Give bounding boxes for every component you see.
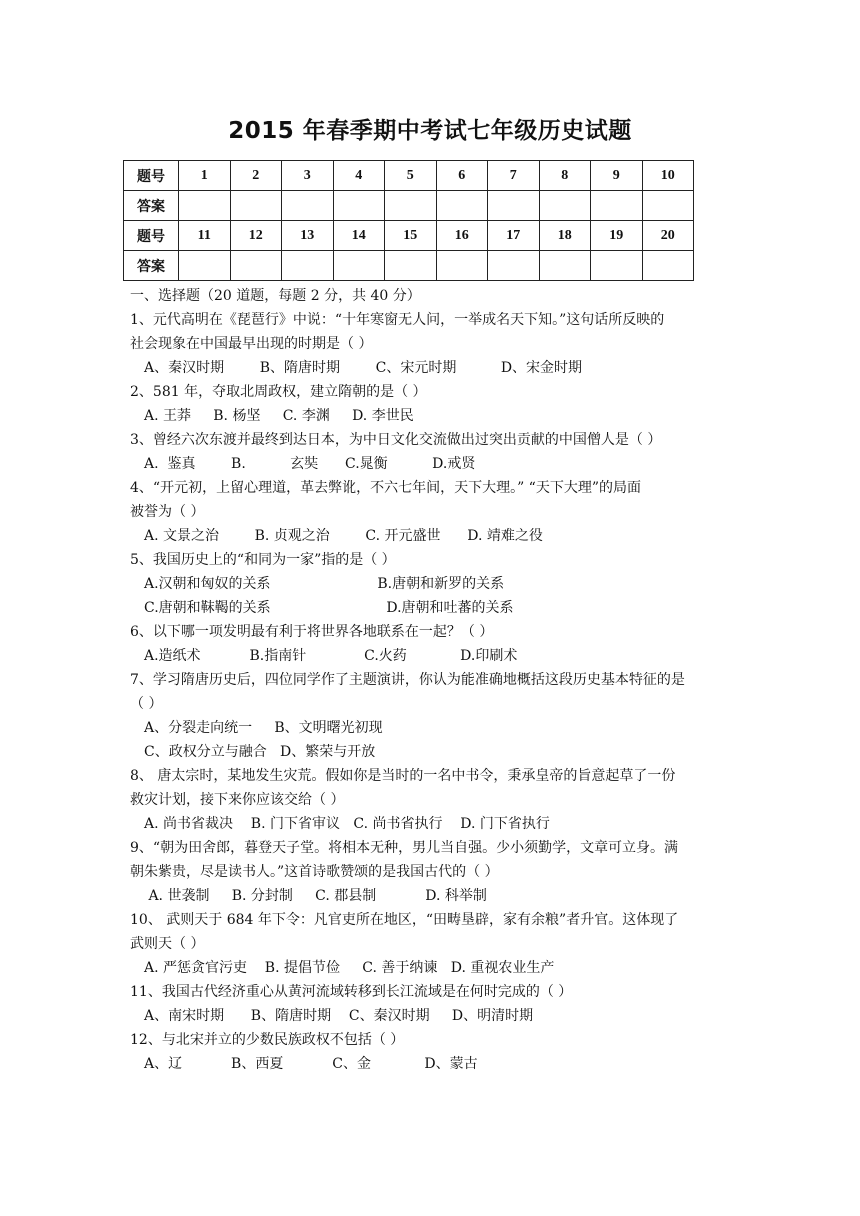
answer-blank-cell[interactable] bbox=[385, 251, 437, 281]
question-number-cell: 7 bbox=[488, 161, 540, 191]
answer-options: A. 严惩贪官污吏 B. 提倡节俭 C. 善于纳谏 D. 重视农业生产 bbox=[144, 960, 555, 976]
question-number-cell: 15 bbox=[385, 221, 437, 251]
row-label-answer: 答案 bbox=[124, 191, 179, 221]
answer-options: A. 尚书省裁决 B. 门下省审议 C. 尚书省执行 D. 门下省执行 bbox=[144, 816, 550, 832]
question-number-cell: 17 bbox=[488, 221, 540, 251]
question-number-cell: 16 bbox=[436, 221, 488, 251]
question-number-cell: 8 bbox=[539, 161, 591, 191]
answer-options: A、秦汉时期 B、隋唐时期 C、宋元时期 D、宋金时期 bbox=[144, 360, 583, 376]
answer-table bbox=[123, 160, 694, 281]
question-text: 4、“开元初，上留心理道，革去弊讹，不六七年间，天下大理。” “天下大理”的局面 bbox=[130, 480, 641, 496]
answer-options: A、分裂走向统一 B、文明曙光初现 bbox=[144, 720, 383, 736]
question-text: 朝朱紫贵，尽是读书人。”这首诗歌赞颂的是我国古代的（ ） bbox=[130, 864, 499, 880]
question-number-cell: 5 bbox=[385, 161, 437, 191]
question-list bbox=[130, 308, 730, 1076]
question-text: 10、 武则天于 684 年下令：凡官吏所在地区，“田畴垦辟，家有余粮”者升官。这体现了 bbox=[130, 912, 679, 928]
number-row bbox=[124, 221, 694, 251]
question-number-cell: 13 bbox=[282, 221, 334, 251]
question-item bbox=[130, 620, 730, 668]
answer-options: A. 鉴真 B. 玄奘 C.晁衡 D.戒贤 bbox=[144, 456, 476, 472]
question-text: 救灾计划，接下来你应该交给（ ） bbox=[130, 792, 345, 808]
answer-options: C、政权分立与融合 D、繁荣与开放 bbox=[144, 744, 376, 760]
answer-blank-cell[interactable] bbox=[333, 251, 385, 281]
question-item bbox=[130, 380, 730, 428]
question-number-cell: 19 bbox=[591, 221, 643, 251]
answer-blank-cell[interactable] bbox=[436, 191, 488, 221]
answer-options: A.汉朝和匈奴的关系 B.唐朝和新罗的关系 bbox=[144, 576, 505, 592]
question-number-cell: 14 bbox=[333, 221, 385, 251]
question-text: 3、曾经六次东渡并最终到达日本，为中日文化交流做出过突出贡献的中国僧人是（ ） bbox=[130, 432, 662, 448]
answer-options: A、南宋时期 B、隋唐时期 C、秦汉时期 D、明清时期 bbox=[144, 1008, 534, 1024]
answer-blank-cell[interactable] bbox=[230, 191, 282, 221]
answer-blank-cell[interactable] bbox=[179, 191, 231, 221]
question-text: 5、我国历史上的“和同为一家”指的是（ ） bbox=[130, 552, 396, 568]
question-content bbox=[130, 284, 730, 1076]
question-item bbox=[130, 308, 730, 380]
answer-blank-cell[interactable] bbox=[230, 251, 282, 281]
question-text: 11、我国古代经济重心从黄河流域转移到长江流域是在何时完成的（ ） bbox=[130, 984, 573, 1000]
question-number-cell: 10 bbox=[642, 161, 694, 191]
answer-blank-cell[interactable] bbox=[179, 251, 231, 281]
question-number-cell: 4 bbox=[333, 161, 385, 191]
answer-row bbox=[124, 191, 694, 221]
row-label-number: 题号 bbox=[124, 221, 179, 251]
question-text: 12、与北宋并立的少数民族政权不包括（ ） bbox=[130, 1032, 405, 1048]
question-item bbox=[130, 428, 730, 476]
answer-blank-cell[interactable] bbox=[282, 251, 334, 281]
answer-options: A.造纸术 B.指南针 C.火药 D.印刷术 bbox=[144, 648, 518, 664]
answer-blank-cell[interactable] bbox=[282, 191, 334, 221]
page-title: 2015 年春季期中考试七年级历史试题 bbox=[228, 118, 632, 144]
question-item bbox=[130, 476, 730, 548]
answer-blank-cell[interactable] bbox=[333, 191, 385, 221]
question-item bbox=[130, 1028, 730, 1076]
question-text: 7、学习隋唐历史后，四位同学作了主题演讲，你认为能准确地概括这段历史基本特征的是 bbox=[130, 672, 685, 688]
answer-blank-cell[interactable] bbox=[488, 191, 540, 221]
question-number-cell: 3 bbox=[282, 161, 334, 191]
answer-options: A. 世袭制 B. 分封制 C. 郡县制 D. 科举制 bbox=[144, 888, 487, 904]
answer-options: A. 文景之治 B. 贞观之治 C. 开元盛世 D. 靖难之役 bbox=[144, 528, 543, 544]
question-text: 9、“朝为田舍郎，暮登天子堂。将相本无种，男儿当自强。少小须勤学，文章可立身。满 bbox=[130, 840, 679, 856]
answer-blank-cell[interactable] bbox=[642, 191, 694, 221]
answer-blank-cell[interactable] bbox=[591, 191, 643, 221]
question-text: 8、 唐太宗时，某地发生灾荒。假如你是当时的一名中书令，秉承皇帝的旨意起草了一份 bbox=[130, 768, 676, 784]
answer-blank-cell[interactable] bbox=[436, 251, 488, 281]
question-item bbox=[130, 548, 730, 620]
answer-blank-cell[interactable] bbox=[488, 251, 540, 281]
answer-blank-cell[interactable] bbox=[385, 191, 437, 221]
answer-options: C.唐朝和靺鞨的关系 D.唐朝和吐蕃的关系 bbox=[144, 600, 514, 616]
question-number-cell: 2 bbox=[230, 161, 282, 191]
answer-blank-cell[interactable] bbox=[642, 251, 694, 281]
answer-options: A、辽 B、西夏 C、金 D、蒙古 bbox=[144, 1056, 478, 1072]
question-text: 武则天（ ） bbox=[130, 936, 205, 952]
question-item bbox=[130, 980, 730, 1028]
answer-blank-cell[interactable] bbox=[539, 251, 591, 281]
question-item bbox=[130, 668, 730, 764]
question-item bbox=[130, 836, 730, 908]
question-text: 6、以下哪一项发明最有利于将世界各地联系在一起？（ ） bbox=[130, 624, 494, 640]
row-label-number: 题号 bbox=[124, 161, 179, 191]
question-number-cell: 12 bbox=[230, 221, 282, 251]
question-text: （ ） bbox=[130, 696, 163, 712]
answer-blank-cell[interactable] bbox=[591, 251, 643, 281]
question-number-cell: 18 bbox=[539, 221, 591, 251]
question-text: 社会现象在中国最早出现的时期是（ ） bbox=[130, 336, 373, 352]
question-number-cell: 1 bbox=[179, 161, 231, 191]
question-text: 2、581 年，夺取北周政权，建立隋朝的是（ ） bbox=[130, 384, 427, 400]
number-row bbox=[124, 161, 694, 191]
answer-options: A. 王莽 B. 杨坚 C. 李渊 D. 李世民 bbox=[144, 408, 414, 424]
question-number-cell: 11 bbox=[179, 221, 231, 251]
answer-blank-cell[interactable] bbox=[539, 191, 591, 221]
question-number-cell: 20 bbox=[642, 221, 694, 251]
question-text: 被誉为（ ） bbox=[130, 504, 205, 520]
question-item bbox=[130, 764, 730, 836]
section-heading: 一、选择题（20 道题，每题 2 分，共 40 分） bbox=[130, 288, 421, 304]
row-label-answer: 答案 bbox=[124, 251, 179, 281]
question-text: 1、元代高明在《琵琶行》中说：“十年寒窗无人问，一举成名天下知。”这句话所反映的 bbox=[130, 312, 665, 328]
answer-row bbox=[124, 251, 694, 281]
question-item bbox=[130, 908, 730, 980]
question-number-cell: 9 bbox=[591, 161, 643, 191]
question-number-cell: 6 bbox=[436, 161, 488, 191]
